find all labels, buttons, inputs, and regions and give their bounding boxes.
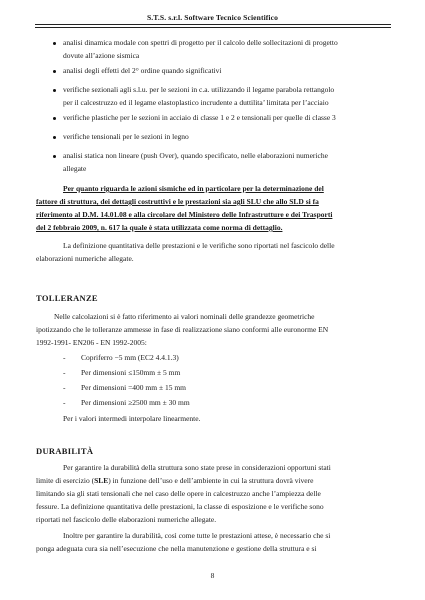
bullet-text-continued: allegate: [63, 164, 87, 173]
bullet-text: verifiche plastiche per le sezioni in acciaio di classe 1 e 2 e tensionali per quelle di classe 3: [63, 113, 336, 122]
durabilita-text: ) in funzione dell’uso e dell’ambiente in cui la struttura dovrà vivere: [108, 476, 314, 485]
definition-paragraph-line: La definizione quantitativa delle prestazioni e le verifiche sono riportati nel fascicolo delle: [63, 241, 335, 250]
durabilita-paragraph-line: [36, 476, 313, 485]
bullet-dot: [53, 70, 56, 73]
bullet-dot: [53, 89, 56, 92]
durabilita-paragraph-line: riportati nel fascicolo delle elaborazioni numeriche allegate.: [36, 515, 217, 524]
bullet-dot: [53, 42, 56, 45]
seismic-paragraph-line: Per quanto riguarda le azioni sismiche ed in particolare per la determinazione del: [63, 184, 324, 193]
header-title: S.T.S. s.r.l. Software Tecnico Scientifico: [146, 13, 279, 22]
durabilita-paragraph-line: limitando sia gli stati tensionali che nel caso delle opere in calcestruzzo anche l’ampiezza delle: [36, 489, 321, 498]
tolleranze-dash: -: [63, 368, 66, 377]
tolleranze-intro-line: Nelle calcolazioni si è fatto riferimento ai valori nominali delle grandezze geometriche: [54, 312, 315, 321]
tolleranze-closing: Per i valori intermedi interpolare linearmente.: [63, 414, 201, 423]
section-title-durabilita: DURABILITÀ: [36, 446, 94, 456]
tolleranze-dash: -: [63, 398, 66, 407]
seismic-paragraph-line: del 2 febbraio 2009, n. 617 la quale è stata utilizzata come norma di dettaglio.: [36, 223, 283, 232]
bullet-text-continued: per il calcestruzzo ed il legame elastoplastico incrudente a duttilita’ limitata per l’acciaio: [63, 98, 329, 107]
page-number: 8: [210, 571, 215, 580]
seismic-paragraph-line: fattore di struttura, dei dettagli costruttivi e le prestazioni sia agli SLU che allo SLD si fa: [36, 197, 319, 206]
seismic-paragraph-line: riferimento al D.M. 14.01.08 e alla circolare del Ministero delle Infrastrutture e dei Trasporti: [36, 210, 333, 219]
bullet-text: analisi statica non lineare (push Over), quando specificato, nelle elaborazioni numeriche: [63, 151, 328, 160]
durabilita-paragraph-line: Inoltre per garantire la durabilità, così come tutte le prestazioni attese, è necessario che si: [63, 531, 331, 540]
durabilita-paragraph-line: Per garantire la durabilità della struttura sono state prese in considerazioni opportuni stati: [63, 463, 331, 472]
durabilita-paragraph-line: fessure. La definizione quantitativa delle prestazioni, la classe di esposizione e le verifiche sono: [36, 502, 324, 511]
bullet-text-continued: dovute all’azione sismica: [63, 51, 140, 60]
header-rule-bottom: [35, 27, 391, 28]
bullet-dot: [53, 155, 56, 158]
tolleranze-intro-line: 1992-1991- EN206 - EN 1992-2005:: [36, 338, 147, 347]
tolleranze-intro-line: ipotizzando che le tolleranze ammesse in fase di realizzazione siano conformi alle euronorme EN: [36, 325, 329, 334]
tolleranze-item: Copriferro −5 mm (EC2 4.4.1.3): [81, 353, 179, 362]
sle-abbreviation: SLE: [94, 476, 109, 485]
bullet-dot: [53, 117, 56, 120]
tolleranze-item: Per dimensioni ≥2500 mm ± 30 mm: [81, 398, 190, 407]
durabilita-paragraph-line: ponga adeguata cura sia nell’esecuzione che nella manutenzione e gestione della struttura e si: [36, 544, 317, 553]
definition-paragraph-line: elaborazioni numeriche allegate.: [36, 254, 134, 263]
section-title-tolleranze: TOLLERANZE: [36, 293, 98, 303]
tolleranze-item: Per dimensioni =400 mm ± 15 mm: [81, 383, 187, 392]
bullet-text: verifiche sezionali agli s.l.u. per le sezioni in c.a. utilizzando il legame parabola rettangolo: [63, 85, 335, 94]
durabilita-text: limite di esercizio (: [36, 476, 95, 485]
tolleranze-dash: -: [63, 383, 66, 392]
header-rule-top: [35, 24, 391, 25]
bullet-dot: [53, 136, 56, 139]
tolleranze-dash: -: [63, 353, 66, 362]
tolleranze-item: Per dimensioni ≤150mm ± 5 mm: [81, 368, 181, 377]
bullet-text: verifiche tensionali per le sezioni in legno: [63, 132, 189, 141]
bullet-text: analisi degli effetti del 2° ordine quando significativi: [63, 66, 222, 75]
bullet-text: analisi dinamica modale con spettri di progetto per il calcolo delle sollecitazioni di progetto: [63, 38, 338, 47]
